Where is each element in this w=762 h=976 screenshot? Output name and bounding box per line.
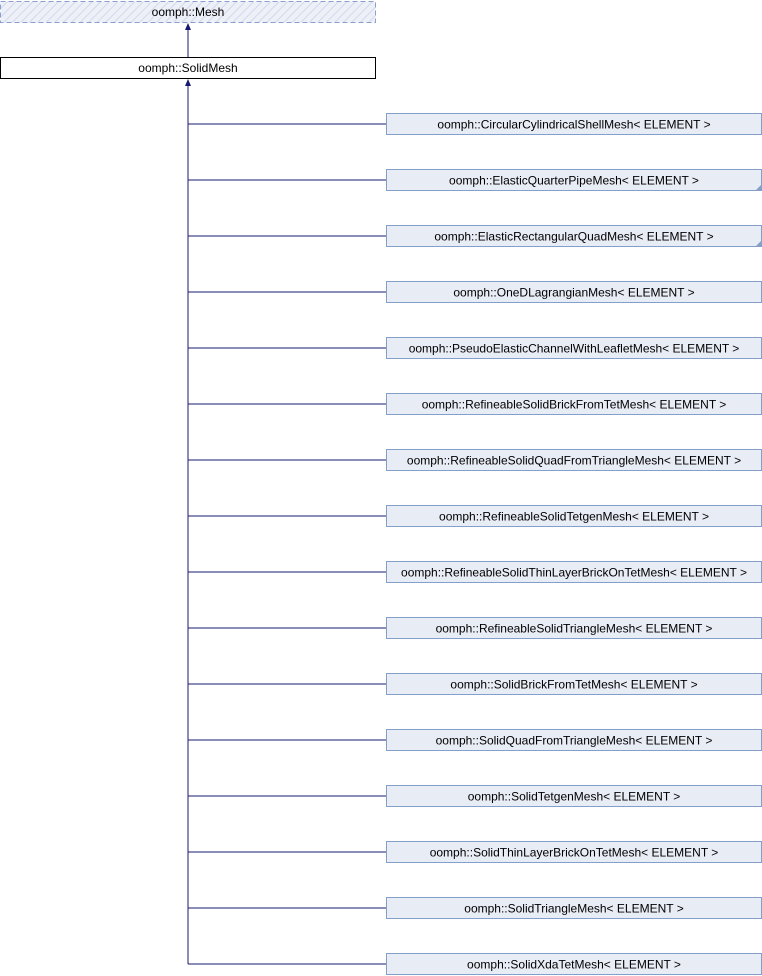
node-derived[interactable]: [387, 674, 762, 695]
node-derived-label: oomph::RefineableSolidTetgenMesh< ELEMENT >: [439, 509, 709, 524]
node-derived[interactable]: [387, 562, 762, 583]
node-derived[interactable]: [387, 114, 762, 135]
node-mesh-label: oomph::Mesh: [151, 5, 225, 19]
node-derived[interactable]: [387, 506, 762, 527]
node-derived-label: oomph::RefineableSolidThinLayerBrickOnTetMesh< ELEMENT >: [401, 565, 747, 580]
node-solidmesh[interactable]: [1, 58, 376, 79]
derived-nodes: [387, 114, 762, 975]
node-derived[interactable]: [387, 394, 762, 415]
node-derived-label: oomph::CircularCylindricalShellMesh< ELEMENT >: [437, 117, 711, 132]
node-derived[interactable]: [387, 450, 762, 471]
node-derived[interactable]: [387, 282, 762, 303]
node-derived-label: oomph::PseudoElasticChannelWithLeafletMesh< ELEMENT >: [408, 341, 740, 356]
node-derived[interactable]: [387, 954, 762, 975]
node-derived[interactable]: [387, 898, 762, 919]
edge-arrow-to-solidmesh: [185, 79, 191, 86]
node-derived-label: oomph::SolidTriangleMesh< ELEMENT >: [464, 901, 684, 916]
edge-arrow-to-mesh: [185, 23, 191, 30]
node-derived[interactable]: [387, 170, 762, 191]
node-derived-label: oomph::SolidTetgenMesh< ELEMENT >: [467, 789, 681, 804]
node-mesh[interactable]: [1, 2, 376, 23]
node-derived[interactable]: [387, 842, 762, 863]
node-derived-label: oomph::RefineableSolidTriangleMesh< ELEMENT >: [435, 621, 713, 636]
node-derived-label: oomph::OneDLagrangianMesh< ELEMENT >: [453, 285, 695, 300]
node-solidmesh-label: oomph::SolidMesh: [138, 61, 238, 75]
node-derived[interactable]: [387, 226, 762, 247]
node-derived-label: oomph::ElasticRectangularQuadMesh< ELEMENT >: [434, 229, 714, 244]
node-derived-label: oomph::SolidThinLayerBrickOnTetMesh< ELEMENT >: [429, 845, 719, 860]
node-derived-label: oomph::SolidQuadFromTriangleMesh< ELEMENT >: [435, 733, 713, 748]
node-derived-label: oomph::ElasticQuarterPipeMesh< ELEMENT >: [449, 173, 699, 188]
node-derived-label: oomph::SolidXdaTetMesh< ELEMENT >: [467, 957, 681, 972]
node-derived[interactable]: [387, 618, 762, 639]
edges: [185, 23, 387, 964]
node-derived-label: oomph::RefineableSolidQuadFromTriangleMesh< ELEMENT >: [406, 453, 742, 468]
node-derived[interactable]: [387, 786, 762, 807]
node-derived[interactable]: [387, 338, 762, 359]
node-derived-label: oomph::RefineableSolidBrickFromTetMesh< ELEMENT >: [421, 397, 727, 412]
node-derived-label: oomph::SolidBrickFromTetMesh< ELEMENT >: [450, 677, 698, 692]
node-derived[interactable]: [387, 730, 762, 751]
